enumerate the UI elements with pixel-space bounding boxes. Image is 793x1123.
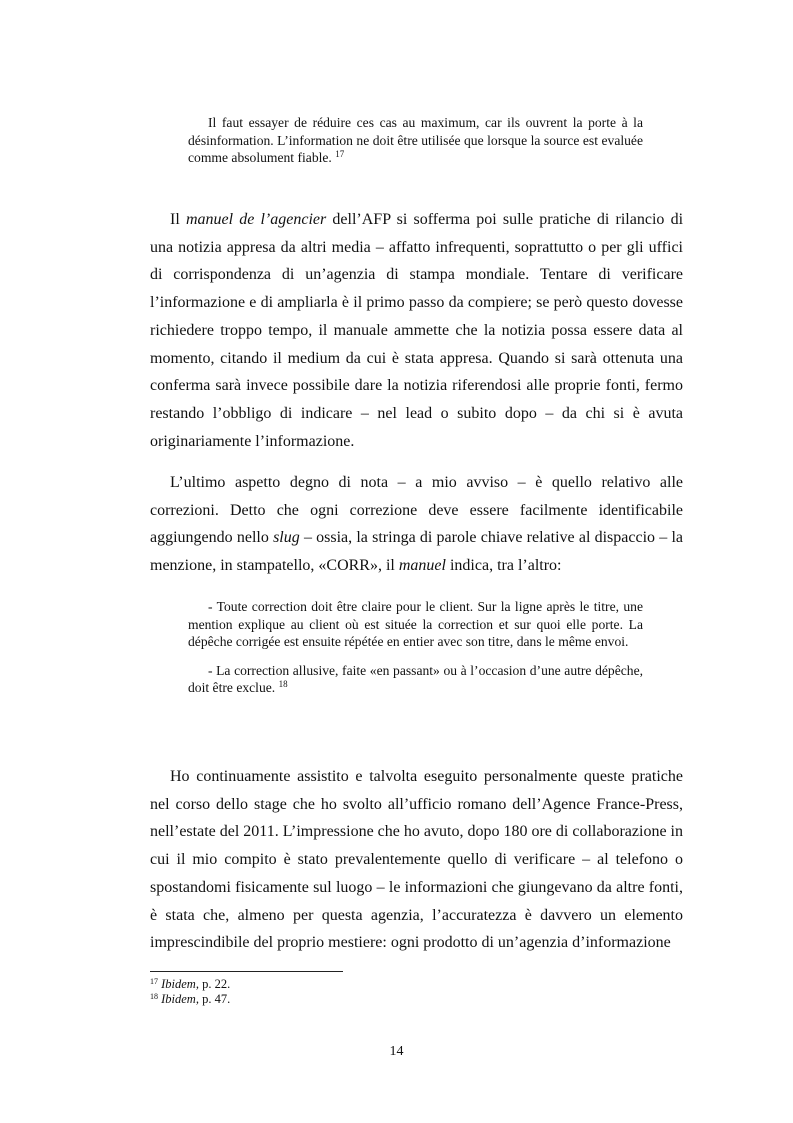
footnote-17: $^{17}$ Ibidem, p. 22. xyxy=(150,977,231,991)
manuel-title: manuel de l’agencier xyxy=(185,211,327,228)
block-quote-2 xyxy=(188,598,643,697)
paragraph-2: L’ultimo aspetto degno di nota – a mio avviso – è quello relativo alle correzioni. Detto che ogni correzione deve essere facilmente identificabile aggiungendo nello slug – ossia, la stringa di parole chiave relative al dispaccio – la menzione, in stampatello, «CORR», il manuel indica, tra l’altro: xyxy=(150,474,684,575)
quote-2-item-1: - Toute correction doit être claire pour le client. Sur la ligne après le titre, une mention explique au client où est située la correction et sur quoi elle porte. La dépêche corrigée est ensuite répétée en entier avec son titre, dans le même envoi. xyxy=(188,599,643,650)
footnote-ref-17[interactable]: 17 xyxy=(335,149,345,160)
paragraph-3: Ho continuamente assistito e talvolta eseguito personalmente queste pratiche nel corso dello stage che ho svolto all’ufficio romano dell’Agence France-Press, nell’estate del 2011. L’impressione che ho avuto, dopo 180 ore di collaborazione in cui il mio compito è stato prevalentemente quello di verificare – al telefono o spostandomi fisicamente sul luogo – le informazioni che giungevano da altre fonti, è stata che, almeno per questa agenzia, l’accuratezza è davvero un elemento imprescindibile del proprio mestiere: ogni prodotto di un’agenzia d’informazione xyxy=(150,768,683,952)
quote-1-text: Il faut essayer de réduire ces cas au maximum, car ils ouvrent la porte à la désinformation. L’information ne doit être utilisée que lorsque la source est evaluée comme absolument fiable. $^{17}$ xyxy=(188,115,643,166)
footnote-divider xyxy=(150,971,343,972)
paragraph-1: Il manuel de l’agencier dell’AFP si sofferma poi sulle pratiche di rilancio di una notizia appresa da altri media – affatto infrequenti, soprattutto o per gli uffici di corrispondenza di un’agenzia di stampa mondiale. Tentare di verificare l’informazione e di ampliarla è il primo passo da compiere; se però questo dovesse richiedere troppo tempo, il manuale ammette che la notizia possa essere data al momento, citando il medium da cui è stata appresa. Quando si sarà ottenuta una conferma sarà invece possibile dare la notizia riferendosi alle proprie fonti, fermo restando l’obbligo di indicare – nel lead o subito dopo – da chi si è avuta originariamente l’informazione. xyxy=(150,211,684,450)
footnote-ref-18[interactable]: 18 xyxy=(278,679,288,690)
quote-2-item-2: - La correction allusive, faite «en passant» ou à l’occasion d’une autre dépêche, doit être exclue. $^{18}$ xyxy=(188,662,643,696)
footnote-18: $^{18}$ Ibidem, p. 47. xyxy=(150,992,231,1006)
block-quote-1 xyxy=(188,114,643,167)
page-number: 14 xyxy=(389,1044,404,1059)
footnotes xyxy=(150,977,230,1007)
